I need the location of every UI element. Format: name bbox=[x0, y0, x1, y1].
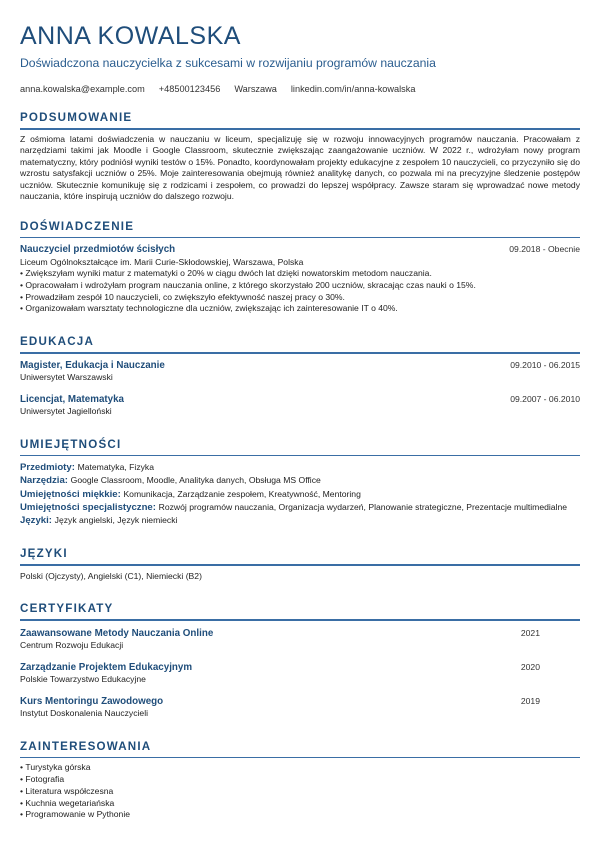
summary-text: Z ośmioma latami doświadczenia w nauczaniu w liceum, specjalizuję się w rozwoju innowacyjnych programów nauczania. Pracowałam z narzędziami takimi jak Moodle i Google Classroom, skutecznie zwiększając zaangażowanie uczniów. W 2022 r., wdrożyłam nowy program matematyczny, który podniósł wyniki testów o 15%. Ponadto, koordynowałam projekty edukacyjne z zespołem 10 nauczycieli, co przyczyniło się do wzrostu satysfakcji uczniów o 25%. Moje zainteresowania obejmują również analitykę danych, co pozwala mi na precyzyjne śledzenie postępów uczniów. Skutecznie komunikuję się z rodzicami i zespołem, co prowadzi do lepszej współpracy. Zawsze staram się wprowadzać nowe metody nauczania, które inspirują uczniów do dalszego rozwoju. bbox=[20, 133, 580, 201]
interests-section bbox=[20, 740, 580, 821]
certificates-section bbox=[20, 602, 580, 720]
certificate-year: 2021 bbox=[520, 627, 540, 638]
skill-value: Komunikacja, Zarządzanie zespołem, Kreatywność, Mentoring bbox=[123, 488, 361, 499]
languages-text: Polski (Ojczysty), Angielski (C1), Niemiecki (B2) bbox=[20, 570, 202, 581]
skill-value: Język angielski, Język niemiecki bbox=[54, 515, 178, 525]
section-divider bbox=[20, 237, 580, 239]
skill-label: Języki: bbox=[20, 515, 55, 526]
contact-row bbox=[20, 83, 580, 95]
contact-city: Warszawa bbox=[234, 84, 277, 94]
skill-value: Matematyka, Fizyka bbox=[77, 462, 154, 473]
section-title: EDUKACJA bbox=[20, 335, 95, 349]
skill-row bbox=[20, 501, 580, 514]
certificate-issuer: Polskie Towarzystwo Edukacyjne bbox=[20, 674, 146, 685]
education-entry bbox=[20, 393, 580, 418]
skill-label: Umiejętności specjalistyczne: bbox=[20, 501, 159, 513]
education-entry bbox=[20, 359, 580, 384]
skills-section bbox=[20, 438, 580, 528]
skill-label: Narzędzia: bbox=[20, 475, 71, 487]
certificate-name: Kurs Mentoringu Zawodowego bbox=[20, 695, 164, 707]
section-title: ZAINTERESOWANIA bbox=[20, 739, 152, 753]
section-divider bbox=[20, 619, 580, 621]
section-divider bbox=[20, 352, 580, 354]
resume-header bbox=[20, 22, 580, 95]
job-dates: 09.2018 - Obecnie bbox=[509, 244, 580, 254]
languages-section bbox=[20, 547, 580, 582]
job-title: Nauczyciel przedmiotów ścisłych bbox=[20, 244, 176, 255]
certificate-entry bbox=[20, 627, 580, 652]
list-item: • Fotografia bbox=[20, 774, 580, 786]
contact-linkedin[interactable]: linkedin.com/in/anna-kowalska bbox=[290, 84, 416, 94]
skill-row bbox=[20, 474, 580, 487]
list-item: • Literatura współczesna bbox=[20, 786, 580, 798]
degree-dates: 09.2010 - 06.2015 bbox=[510, 359, 580, 370]
job-employer: Liceum Ogólnokształcące im. Marii Curie-Skłodowskiej, Warszawa, Polska bbox=[20, 256, 304, 267]
skill-label: Umiejętności miękkie: bbox=[20, 488, 124, 500]
degree-title: Licencjat, Matematyka bbox=[20, 393, 125, 405]
skill-value: Rozwój programów nauczania, Organizacja wydarzeń, Planowanie strategiczne, Prezentacje multimedialne bbox=[158, 501, 568, 512]
section-divider bbox=[20, 757, 580, 759]
section-title: CERTYFIKATY bbox=[20, 602, 114, 616]
section-title: PODSUMOWANIE bbox=[20, 111, 133, 124]
list-item: • Prowadziłam zespół 10 nauczycieli, co zwiększyło efektywność naszej pracy o 30%. bbox=[20, 292, 580, 304]
job-bullets bbox=[20, 268, 580, 315]
degree-dates: 09.2007 - 06.2010 bbox=[510, 393, 580, 404]
skill-row bbox=[20, 488, 580, 501]
certificate-issuer: Centrum Rozwoju Edukacji bbox=[20, 640, 124, 651]
experience-entry bbox=[20, 243, 580, 315]
list-item: • Kuchnia wegetariańska bbox=[20, 798, 580, 810]
section-divider bbox=[20, 455, 580, 457]
school-name: Uniwersytet Warszawski bbox=[20, 372, 113, 383]
interests-list bbox=[20, 762, 580, 821]
list-item: • Organizowałam warsztaty technologiczne dla uczniów, zwiększając ich zainteresowanie IT o 40%. bbox=[20, 303, 580, 315]
list-item: • Zwiększyłam wyniki matur z matematyki o 20% w ciągu dwóch lat dzięki nowatorskim metodom nauczania. bbox=[20, 268, 580, 280]
skill-label: Przedmioty: bbox=[20, 462, 78, 474]
list-item: • Programowanie w Pythonie bbox=[20, 809, 580, 821]
certificate-issuer: Instytut Doskonalenia Nauczycieli bbox=[20, 708, 149, 719]
list-item: • Opracowałam i wdrożyłam program nauczania online, z którego skorzystało 200 uczniów, skracając czas nauki o 15%. bbox=[20, 280, 580, 292]
experience-section bbox=[20, 220, 580, 316]
candidate-name: ANNA KOWALSKA bbox=[20, 22, 241, 50]
list-item: • Turystyka górska bbox=[20, 762, 580, 774]
summary-section bbox=[20, 111, 580, 203]
candidate-headline: Doświadczona nauczycielka z sukcesami w rozwijaniu programów nauczania bbox=[20, 56, 436, 70]
resume-page bbox=[20, 22, 580, 821]
skill-value: Google Classroom, Moodle, Analityka danych, Obsługa MS Office bbox=[70, 475, 321, 486]
certificate-name: Zaawansowane Metody Nauczania Online bbox=[20, 627, 214, 639]
contact-phone[interactable]: +48500123456 bbox=[158, 84, 221, 94]
contact-email[interactable]: anna.kowalska@example.com bbox=[20, 84, 145, 94]
skill-row bbox=[20, 461, 580, 474]
education-section bbox=[20, 335, 580, 418]
section-title: DOŚWIADCZENIE bbox=[20, 219, 135, 233]
skill-row bbox=[20, 514, 580, 527]
certificate-year: 2020 bbox=[520, 661, 540, 672]
section-title: JĘZYKI bbox=[20, 547, 68, 561]
section-title: UMIEJĘTNOŚCI bbox=[20, 437, 122, 451]
certificate-name: Zarządzanie Projektem Edukacyjnym bbox=[20, 661, 193, 673]
school-name: Uniwersytet Jagielloński bbox=[20, 406, 112, 417]
certificate-entry bbox=[20, 661, 580, 686]
section-divider bbox=[20, 128, 580, 130]
degree-title: Magister, Edukacja i Nauczanie bbox=[20, 359, 165, 371]
certificate-year: 2019 bbox=[520, 695, 540, 706]
certificate-entry bbox=[20, 695, 580, 720]
section-divider bbox=[20, 564, 580, 566]
